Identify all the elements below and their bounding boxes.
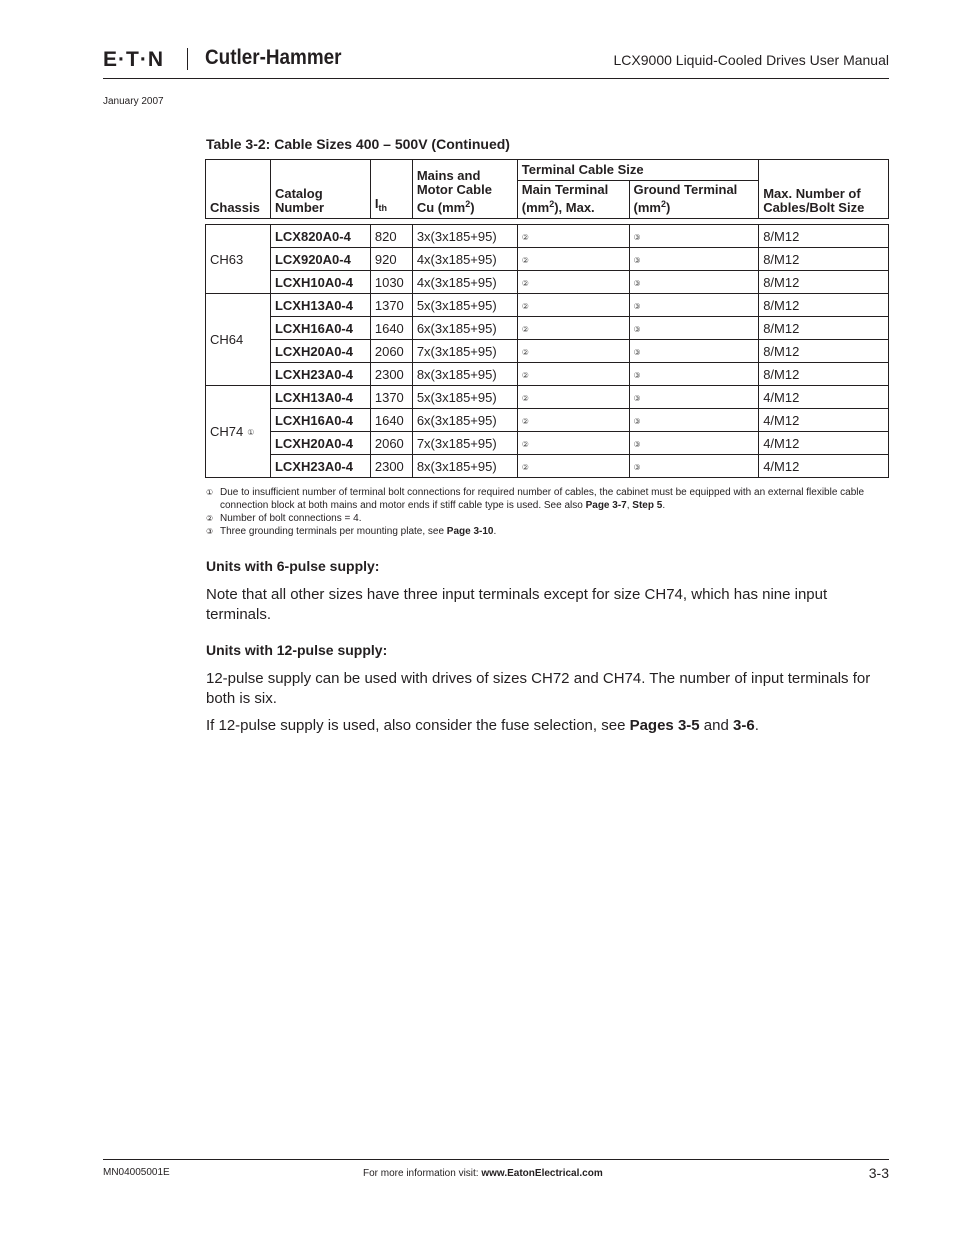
ith-cell xyxy=(370,248,412,271)
page-header xyxy=(103,44,889,78)
fuse-ref-page-2: 3-6 xyxy=(733,717,755,734)
ground-terminal-cell-value: ③ xyxy=(633,462,641,472)
document-number: MN04005001E xyxy=(103,1167,170,1178)
fuse-text: If 12-pulse supply is used, also consider the fuse selection, see xyxy=(206,717,630,734)
cable-size-cell xyxy=(412,340,517,363)
footnote-1-sep: , xyxy=(626,500,633,511)
ground-terminal-cell-value: ③ xyxy=(633,347,641,357)
header-max-cables: Max. Number of Cables/Bolt Size xyxy=(759,160,889,219)
ground-terminal-cell xyxy=(629,455,759,478)
max-cables-cell-value: 4/M12 xyxy=(763,435,800,451)
twelve-pulse-heading: Units with 12-pulse supply: xyxy=(206,642,388,658)
max-cables-cell xyxy=(759,386,889,409)
footnote-1 xyxy=(206,486,886,512)
table-row xyxy=(206,317,889,340)
ith-cell xyxy=(370,340,412,363)
ground-terminal-cell xyxy=(629,317,759,340)
chassis-cell xyxy=(206,294,271,386)
chassis-label: CH74 xyxy=(210,424,244,439)
table-row xyxy=(206,340,889,363)
cable-size-cell xyxy=(412,317,517,340)
table-row xyxy=(206,271,889,294)
max-cables-cell-value: 8/M12 xyxy=(763,366,800,382)
main-terminal-cell-value: ② xyxy=(521,416,529,426)
footnote-1-ref-page: Page 3-7 xyxy=(585,500,627,511)
fuse-and: and xyxy=(699,717,733,734)
publication-date: January 2007 xyxy=(103,96,164,107)
more-info xyxy=(363,1168,603,1179)
cable-size-cell xyxy=(412,225,517,248)
catalog-number-cell xyxy=(270,225,370,248)
header-ith-main: I xyxy=(374,196,379,211)
more-info-label: For more information visit: xyxy=(363,1168,482,1179)
cable-size-cell xyxy=(412,455,517,478)
main-terminal-cell-value: ② xyxy=(521,255,529,265)
cable-size-cell-value: 8x(3x185+95) xyxy=(416,458,497,474)
table-footnotes xyxy=(206,486,886,538)
cable-size-cell-value: 6x(3x185+95) xyxy=(416,412,497,428)
ith-cell-value: 2060 xyxy=(374,343,404,359)
ith-cell xyxy=(370,317,412,340)
catalog-number-cell-value: LCXH16A0-4 xyxy=(274,412,353,428)
ith-cell xyxy=(370,432,412,455)
table-row xyxy=(206,248,889,271)
footnote-2-mark: ② xyxy=(206,514,214,523)
max-cables-cell xyxy=(759,225,889,248)
ith-cell xyxy=(370,363,412,386)
max-cables-cell-value: 8/M12 xyxy=(763,343,800,359)
ground-terminal-cell-value: ③ xyxy=(633,232,641,242)
catalog-number-cell xyxy=(270,386,370,409)
max-cables-cell-value: 8/M12 xyxy=(763,297,800,313)
header-divider xyxy=(187,48,188,70)
footnote-3 xyxy=(206,525,886,538)
chassis-label: CH63 xyxy=(210,251,244,267)
catalog-number-cell xyxy=(270,271,370,294)
ground-terminal-cell-value: ③ xyxy=(633,439,641,449)
footer-rule xyxy=(103,1159,889,1160)
ith-cell xyxy=(370,271,412,294)
cable-size-cell-value: 4x(3x185+95) xyxy=(416,251,497,267)
header-main-terminal-end: ), Max. xyxy=(554,200,595,215)
max-cables-cell-value: 4/M12 xyxy=(763,389,800,405)
header-chassis: Chassis xyxy=(206,160,271,219)
ground-terminal-cell-value: ③ xyxy=(633,370,641,380)
header-mains-sup: 2 xyxy=(465,199,471,209)
header-catalog-label: Catalog Number xyxy=(274,186,325,215)
cable-size-cell-value: 5x(3x185+95) xyxy=(416,297,497,313)
ground-terminal-cell xyxy=(629,432,759,455)
max-cables-cell xyxy=(759,363,889,386)
header-terminal-cable-size: Terminal Cable Size xyxy=(517,160,758,181)
catalog-number-cell xyxy=(270,340,370,363)
ground-terminal-cell-value: ③ xyxy=(633,278,641,288)
cable-size-cell-value: 3x(3x185+95) xyxy=(416,228,497,244)
cable-size-cell xyxy=(412,386,517,409)
max-cables-cell xyxy=(759,317,889,340)
max-cables-cell xyxy=(759,409,889,432)
catalog-number-cell xyxy=(270,409,370,432)
header-mains-motor-cable xyxy=(412,160,517,219)
main-terminal-cell-value: ② xyxy=(521,347,529,357)
header-main-terminal xyxy=(517,181,629,219)
footnote-1-ref-step: Step 5 xyxy=(632,500,663,511)
page-number: 3-3 xyxy=(868,1165,889,1181)
table-row xyxy=(206,432,889,455)
catalog-number-cell-value: LCX820A0-4 xyxy=(274,228,351,244)
cable-size-cell xyxy=(412,294,517,317)
six-pulse-heading: Units with 6-pulse supply: xyxy=(206,558,380,574)
cable-size-cell-value: 7x(3x185+95) xyxy=(416,343,497,359)
footnote-3-end: . xyxy=(493,526,497,537)
max-cables-cell-value: 8/M12 xyxy=(763,228,800,244)
main-terminal-cell xyxy=(517,455,629,478)
chassis-footnote-mark: ① xyxy=(247,428,255,438)
header-main-terminal-sup: 2 xyxy=(549,199,555,209)
catalog-number-cell xyxy=(270,294,370,317)
footnote-3-mark: ③ xyxy=(206,527,214,536)
main-terminal-cell-value: ② xyxy=(521,301,529,311)
catalog-number-cell xyxy=(270,455,370,478)
main-terminal-cell xyxy=(517,294,629,317)
ground-terminal-cell xyxy=(629,363,759,386)
cable-size-cell xyxy=(412,363,517,386)
header-ground-terminal xyxy=(629,181,759,219)
max-cables-cell-value: 8/M12 xyxy=(763,320,800,336)
catalog-number-cell-value: LCXH20A0-4 xyxy=(274,435,353,451)
main-terminal-cell-value: ② xyxy=(521,324,529,334)
ith-cell-value: 2060 xyxy=(374,435,404,451)
main-terminal-cell-value: ② xyxy=(521,232,529,242)
catalog-number-cell-value: LCXH13A0-4 xyxy=(274,389,353,405)
table-title: Table 3-2: Cable Sizes 400 – 500V (Continued) xyxy=(206,136,510,152)
header-main-terminal-label: Main Terminal (mm xyxy=(521,182,609,215)
catalog-number-cell-value: LCXH10A0-4 xyxy=(274,274,353,290)
table-row xyxy=(206,294,889,317)
main-terminal-cell-value: ② xyxy=(521,439,529,449)
catalog-number-cell-value: LCXH23A0-4 xyxy=(274,458,353,474)
main-terminal-cell xyxy=(517,248,629,271)
table-row xyxy=(206,386,889,409)
table-row xyxy=(206,409,889,432)
footnote-3-ref-page: Page 3-10 xyxy=(446,526,494,537)
table-body xyxy=(206,219,889,478)
catalog-number-cell-value: LCXH23A0-4 xyxy=(274,366,353,382)
catalog-number-cell-value: LCXH20A0-4 xyxy=(274,343,353,359)
ground-terminal-cell xyxy=(629,225,759,248)
max-cables-cell xyxy=(759,271,889,294)
cable-size-cell-value: 6x(3x185+95) xyxy=(416,320,497,336)
cable-size-cell xyxy=(412,271,517,294)
table-row xyxy=(206,363,889,386)
ith-cell-value: 1370 xyxy=(374,389,404,405)
footnote-2 xyxy=(206,512,886,525)
header-ith xyxy=(370,160,412,219)
main-terminal-cell-value: ② xyxy=(521,462,529,472)
ground-terminal-cell xyxy=(629,271,759,294)
max-cables-cell-value: 8/M12 xyxy=(763,274,800,290)
ground-terminal-cell-value: ③ xyxy=(633,416,641,426)
eaton-logo: E·T·N xyxy=(103,48,164,71)
ith-cell xyxy=(370,409,412,432)
header-catalog-number xyxy=(270,160,370,219)
main-terminal-cell xyxy=(517,409,629,432)
main-terminal-cell xyxy=(517,271,629,294)
table-row xyxy=(206,225,889,248)
max-cables-cell-value: 4/M12 xyxy=(763,412,800,428)
main-terminal-cell xyxy=(517,317,629,340)
ith-cell-value: 1640 xyxy=(374,412,404,428)
ground-terminal-cell xyxy=(629,386,759,409)
main-terminal-cell xyxy=(517,363,629,386)
main-terminal-cell-value: ② xyxy=(521,278,529,288)
ground-terminal-cell-value: ③ xyxy=(633,255,641,265)
header-mains-label: Mains and Motor Cable Cu (mm xyxy=(416,168,492,215)
website-link[interactable]: www.EatonElectrical.com xyxy=(481,1168,603,1179)
ith-cell-value: 2300 xyxy=(374,458,404,474)
fuse-selection-text xyxy=(206,716,890,736)
catalog-number-cell-value: LCXH13A0-4 xyxy=(274,297,353,313)
ith-cell-value: 1030 xyxy=(374,274,404,290)
max-cables-cell xyxy=(759,248,889,271)
ground-terminal-cell xyxy=(629,409,759,432)
cable-size-cell-value: 8x(3x185+95) xyxy=(416,366,497,382)
ground-terminal-cell-value: ③ xyxy=(633,301,641,311)
main-terminal-cell xyxy=(517,386,629,409)
table-row xyxy=(206,455,889,478)
main-terminal-cell xyxy=(517,432,629,455)
ith-cell-value: 820 xyxy=(374,228,397,244)
catalog-number-cell-value: LCXH16A0-4 xyxy=(274,320,353,336)
footnote-1-end: . xyxy=(662,500,666,511)
catalog-number-cell xyxy=(270,248,370,271)
max-cables-cell xyxy=(759,294,889,317)
ith-cell xyxy=(370,455,412,478)
cable-size-cell-value: 5x(3x185+95) xyxy=(416,389,497,405)
header-ground-terminal-label: Ground Terminal (mm xyxy=(633,182,738,215)
chassis-cell xyxy=(206,386,271,478)
chassis-cell xyxy=(206,225,271,294)
cable-size-cell xyxy=(412,432,517,455)
ith-cell-value: 920 xyxy=(374,251,397,267)
max-cables-cell-value: 4/M12 xyxy=(763,458,800,474)
ith-cell xyxy=(370,386,412,409)
cable-size-cell-value: 7x(3x185+95) xyxy=(416,435,497,451)
ith-cell-value: 1370 xyxy=(374,297,404,313)
cable-size-cell xyxy=(412,409,517,432)
catalog-number-cell xyxy=(270,432,370,455)
cable-sizes-table xyxy=(205,159,889,478)
ground-terminal-cell-value: ③ xyxy=(633,393,641,403)
header-rule xyxy=(103,78,889,79)
main-terminal-cell xyxy=(517,340,629,363)
footnote-2-text: Number of bolt connections = 4. xyxy=(220,513,362,524)
ith-cell xyxy=(370,225,412,248)
manual-title: LCX9000 Liquid-Cooled Drives User Manual xyxy=(613,52,889,68)
catalog-number-cell-value: LCX920A0-4 xyxy=(274,251,351,267)
footnote-1-mark: ① xyxy=(206,488,214,497)
header-ground-terminal-sup: 2 xyxy=(660,199,666,209)
cable-size-cell xyxy=(412,248,517,271)
max-cables-cell xyxy=(759,340,889,363)
ground-terminal-cell xyxy=(629,340,759,363)
max-cables-cell xyxy=(759,455,889,478)
main-terminal-cell-value: ② xyxy=(521,370,529,380)
fuse-end: . xyxy=(754,717,759,734)
ith-cell-value: 1640 xyxy=(374,320,404,336)
main-terminal-cell xyxy=(517,225,629,248)
cable-size-cell-value: 4x(3x185+95) xyxy=(416,274,497,290)
twelve-pulse-text: 12-pulse supply can be used with drives of sizes CH72 and CH74. The number of input terminals for both is six. xyxy=(206,670,871,707)
footnote-1-text: Due to insufficient number of terminal bolt connections for required number of cables, the cabinet must be equipped with an external flexible cable connection block at both mains and motor ends if stiff cable type is used. See also xyxy=(220,487,865,511)
ith-cell-value: 2300 xyxy=(374,366,404,382)
catalog-number-cell xyxy=(270,317,370,340)
fuse-ref-pages: Pages 3-5 xyxy=(629,717,700,734)
header-ground-terminal-end: ) xyxy=(665,200,671,215)
ground-terminal-cell xyxy=(629,294,759,317)
ith-cell xyxy=(370,294,412,317)
six-pulse-text: Note that all other sizes have three input terminals except for size CH74, which has nine input terminals. xyxy=(206,586,828,623)
footnote-3-text: Three grounding terminals per mounting plate, see xyxy=(220,526,447,537)
ground-terminal-cell xyxy=(629,248,759,271)
ground-terminal-cell-value: ③ xyxy=(633,324,641,334)
header-mains-end: ) xyxy=(470,200,475,215)
max-cables-cell-value: 8/M12 xyxy=(763,251,800,267)
header-ith-sub: th xyxy=(378,203,387,213)
cutler-hammer-logo: Cutler-Hammer xyxy=(205,46,342,69)
main-terminal-cell-value: ② xyxy=(521,393,529,403)
catalog-number-cell xyxy=(270,363,370,386)
max-cables-cell xyxy=(759,432,889,455)
chassis-label: CH64 xyxy=(210,332,244,347)
